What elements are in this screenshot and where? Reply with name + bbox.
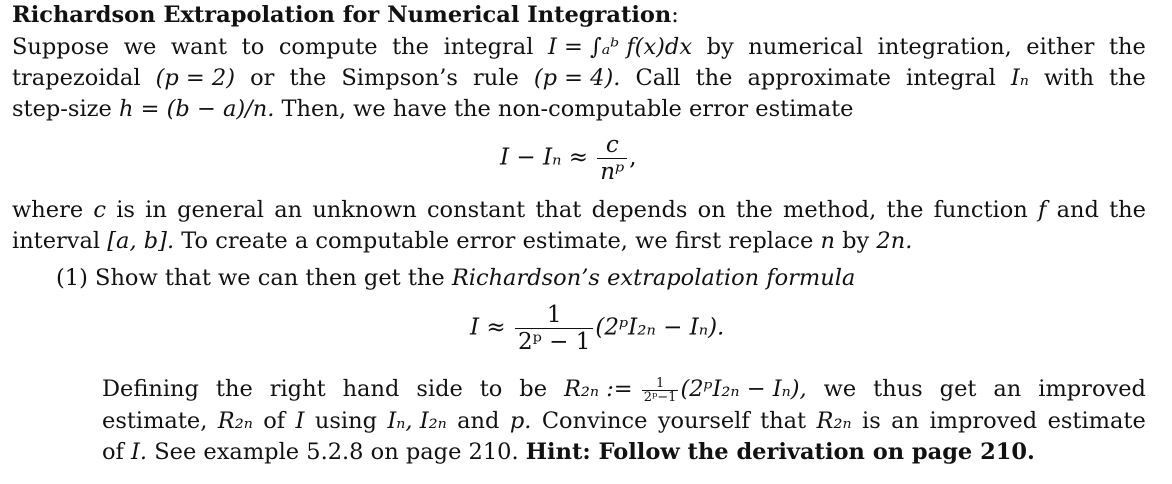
math-f: f [1038,197,1047,223]
word: the [215,376,253,402]
word: improved [1038,376,1146,402]
word: the [392,34,429,60]
word: to [479,376,503,402]
para1-line3 [12,94,853,124]
math-expression: (2ᵖI₂ₙ − Iₙ), [680,376,807,402]
word: get [939,376,977,402]
word: estimate, [102,408,208,434]
word: side [416,376,463,402]
word: rule [473,65,519,91]
word: that [535,197,582,223]
word: integral [443,34,534,60]
word: of [102,439,124,465]
fraction-numerator: c [605,132,619,158]
word: want [170,34,228,60]
emphasis-term: Richardson’s extrapolation formula [451,265,856,291]
math-2n: 2n. [876,228,913,254]
sentence: Then, we have the non-computable error estimate [281,96,854,122]
word: the [695,65,733,91]
word: or [250,65,275,91]
word: either [1026,34,1095,60]
word: step-size [12,96,112,122]
hint-text: Hint: Follow the derivation on page 210. [525,439,1035,465]
math-In-I2n: Iₙ, I₂ₙ [387,408,447,434]
word: improved [929,408,1038,434]
word: and [1056,197,1099,223]
para1-line1 [12,32,1146,62]
word: general [177,197,264,223]
word: an [891,408,920,434]
heading-title: Richardson Extrapolation for Numerical Integration [12,2,672,28]
word: the [886,197,924,223]
sentence: Show that we can then get the [95,265,445,291]
word: the [1109,65,1146,91]
word: constant [426,197,526,223]
word: function [933,197,1028,223]
math-c: c [93,197,106,223]
word: Simpson’s [341,65,458,91]
word: an [993,376,1022,402]
para3-line3 [102,437,1035,467]
word: the [1109,197,1146,223]
word: and [457,408,500,434]
word: Call [635,65,681,91]
word: be [519,376,548,402]
fraction-denominator: 2ᵖ − 1 [515,328,593,355]
inline-fraction-numerator: 1 [655,375,665,391]
word: where [12,197,84,223]
inline-fraction-denominator: 2ᵖ−1 [643,389,677,405]
sentence: See example 5.2.8 on page 210. [154,439,519,465]
word: depends [591,197,688,223]
math-I: I [295,408,305,434]
math-R2n-def: R₂ₙ := [563,376,633,402]
math-step-size: h = (b − a)/n. [118,96,275,122]
math-I: I. [131,439,148,465]
word: yourself [657,408,750,434]
list-marker: (1) [56,265,88,291]
word: trapezoidal [12,65,141,91]
para3-line1 [102,374,1146,404]
equation-error-estimate [500,132,637,185]
inline-fraction [642,377,679,404]
word: using [314,408,377,434]
fraction-numerator: 1 [546,302,562,328]
equation-richardson [470,302,724,355]
word: thus [873,376,923,402]
para2-line1 [12,195,1146,225]
equation-trail: , [629,144,637,171]
heading [12,0,679,30]
word: that [760,408,807,434]
word: the [735,197,773,223]
list-item-1 [56,263,855,293]
math-R2n: R₂ₙ [217,408,253,434]
word: numerical [748,34,864,60]
word: unknown [312,197,417,223]
equation-lhs: I − Iₙ ≈ [500,144,588,171]
word: on [697,197,726,223]
word: integral [906,65,996,91]
word: integration, [877,34,1012,60]
math-interval: [a, b]. [107,228,175,254]
word: of [263,408,286,434]
equation-rhs: (2ᵖI₂ₙ − Iₙ). [595,314,725,341]
math-p: p. [509,408,532,434]
word: by [706,34,734,60]
word: Convince [541,408,648,434]
word: right [269,376,326,402]
word: we [123,34,157,60]
word: estimate [1047,408,1146,434]
para1-line2 [12,63,1146,93]
integral-expression: I = ∫ₐᵇ f(x)dx [547,34,693,60]
word: is [862,408,881,434]
word: Suppose [12,34,110,60]
word: with [1043,65,1094,91]
definition-expression [564,374,807,404]
fraction-denominator: nᵖ [597,158,627,185]
heading-colon: : [671,2,679,28]
fraction [515,302,593,355]
para3-line2 [102,406,1146,436]
word: we [823,376,857,402]
word: an [274,197,303,223]
word: interval [12,228,101,254]
word: hand [342,376,400,402]
word: the [289,65,327,91]
word: to [241,34,265,60]
fraction [597,132,627,185]
word: Defining [102,376,199,402]
word: method, [783,197,877,223]
word: approximate [747,65,891,91]
word: is [116,197,135,223]
word: the [1109,34,1146,60]
math-In: Iₙ [1010,65,1029,91]
math-n: n [820,228,835,254]
sentence: To create a computable error estimate, we first replace [181,228,814,254]
equation-lhs: I ≈ [470,314,506,341]
word: compute [278,34,378,60]
math-p-trapezoid: (p = 2) [155,65,236,91]
math-R2n: R₂ₙ [816,408,852,434]
word: in [145,197,167,223]
math-p-simpson: (p = 4). [533,65,621,91]
para2-line2 [12,226,912,256]
word: by [842,228,870,254]
